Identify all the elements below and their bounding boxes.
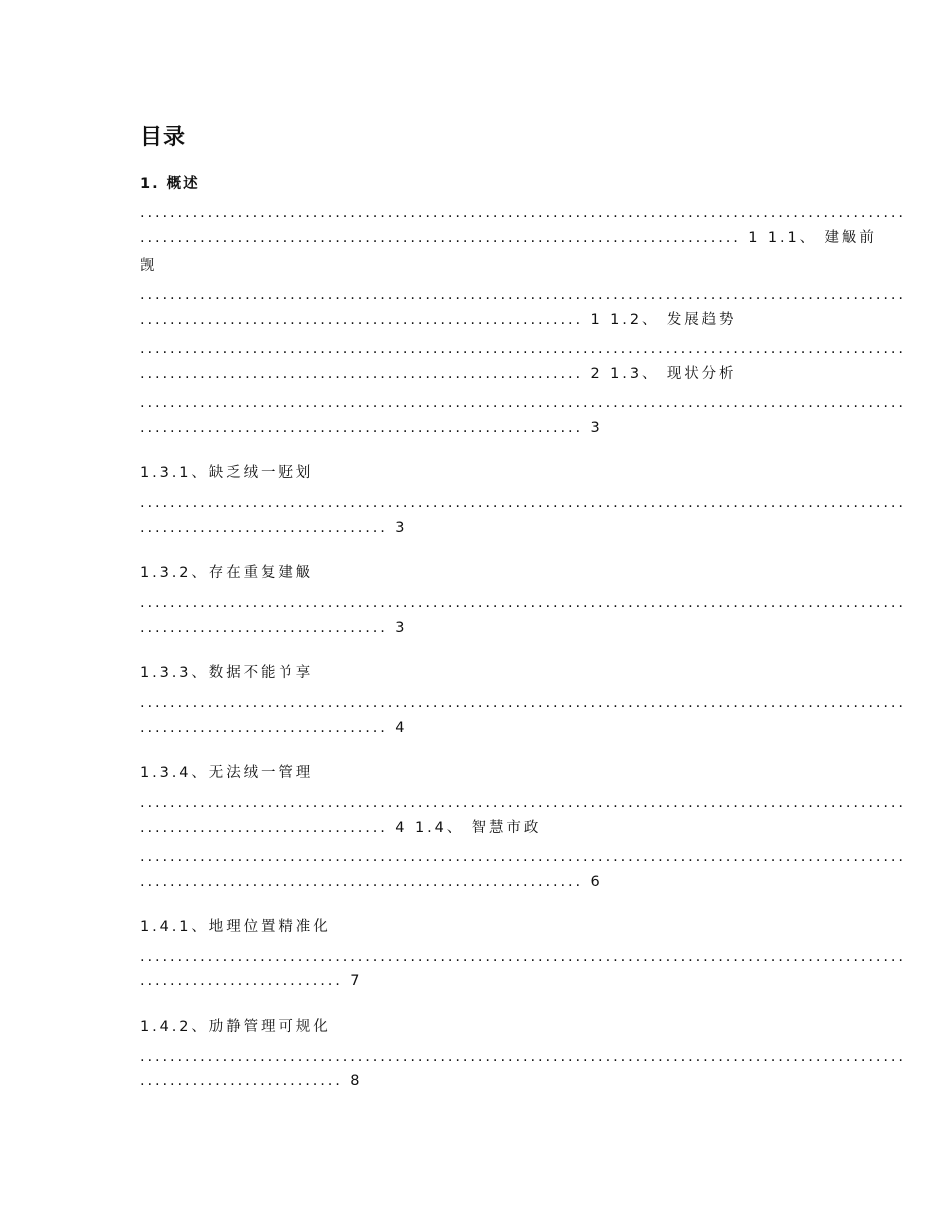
toc-line: ...................................................................................................... xyxy=(140,495,906,511)
toc-subheading: 1.3.2、存在重复建觙 xyxy=(140,565,314,581)
toc-line: 觊 xyxy=(140,258,158,274)
toc-subheading: 1.3.4、无法绒一管理 xyxy=(140,765,314,781)
toc-line: ...................................................................................................... xyxy=(140,949,906,965)
toc-subheading: 1.4.2、劢静管理可规化 xyxy=(140,1019,331,1035)
toc-line: ........................................................... 6 xyxy=(140,874,603,890)
toc-line: ...................................................................................................... xyxy=(140,205,906,221)
toc-subheading: 1.4.1、地理位置精准化 xyxy=(140,919,331,935)
toc-line: ........................................................... 2 1.3、 现状分析 xyxy=(140,366,737,382)
toc-line: ...................................................................................................... xyxy=(140,1049,906,1065)
toc-line: ...................................................................................................... xyxy=(140,695,906,711)
toc-line: ...................................................................................................... xyxy=(140,795,906,811)
toc-line: ........................... 8 xyxy=(140,1073,363,1089)
page-title: 目录 xyxy=(140,125,187,150)
toc-line: ................................................................................ 1 1.1、 建觙前 xyxy=(140,230,877,246)
toc-line: ................................. 3 xyxy=(140,520,408,536)
toc-line: ........................................................... 1 1.2、 发展趋势 xyxy=(140,312,737,328)
toc-heading: 1. 概述 xyxy=(140,176,200,192)
toc-line: ................................. 3 xyxy=(140,620,408,636)
toc-line: ................................. 4 1.4、 智慧市政 xyxy=(140,820,542,836)
toc-line: ...................................................................................................... xyxy=(140,287,906,303)
toc-subheading: 1.3.1、缺乏绒一觃划 xyxy=(140,465,314,481)
toc-line: ...................................................................................................... xyxy=(140,341,906,357)
toc-line: ........................... 7 xyxy=(140,973,363,989)
toc-line: ...................................................................................................... xyxy=(140,849,906,865)
toc-line: ................................. 4 xyxy=(140,720,408,736)
toc-line: ...................................................................................................... xyxy=(140,595,906,611)
toc-line: ...................................................................................................... xyxy=(140,395,906,411)
toc-subheading: 1.3.3、数据不能兯享 xyxy=(140,665,314,681)
toc-line: ........................................................... 3 xyxy=(140,420,603,436)
